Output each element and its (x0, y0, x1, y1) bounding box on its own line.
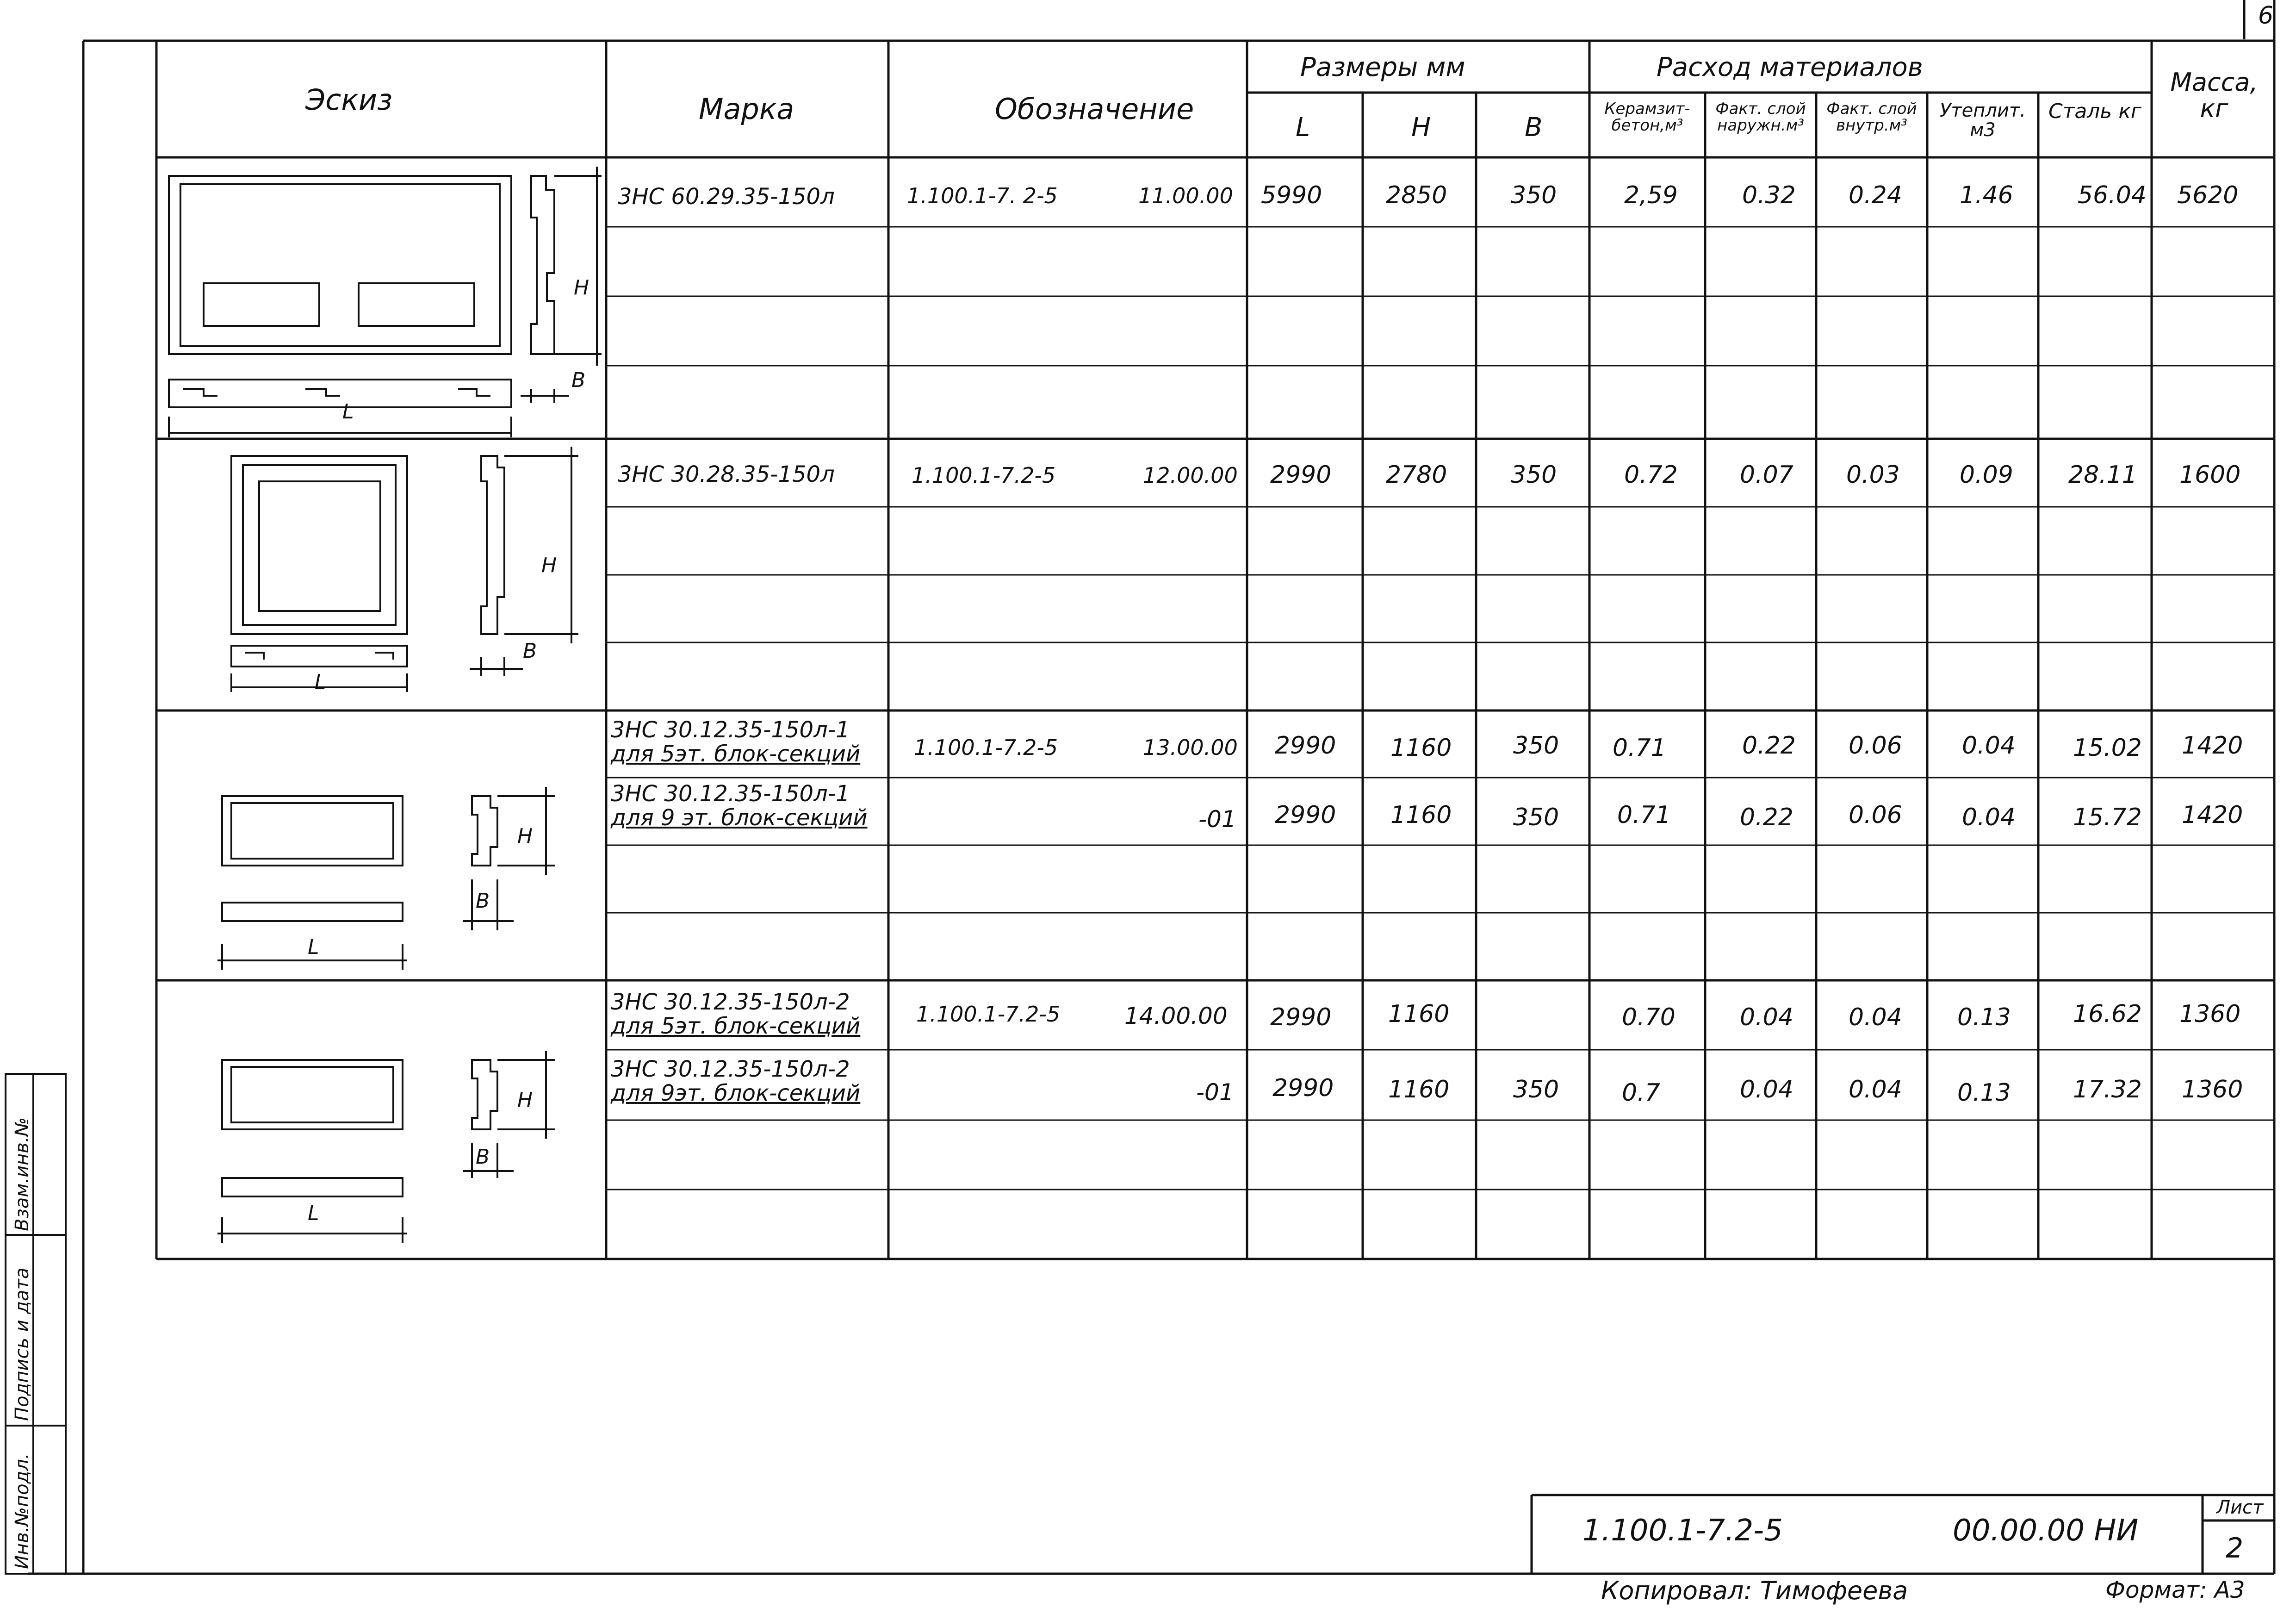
sheet-corner-number: 6 (2258, 2, 2274, 30)
row3-uteplit: 0.04 (1962, 732, 2016, 760)
row4-stal: 15.72 (2073, 804, 2142, 831)
sketch1-label-h: H (574, 276, 590, 299)
row3-designation: 1.100.1-7.2-5 (914, 735, 1058, 760)
row3-mass: 1420 (2182, 732, 2243, 760)
header-mat-stal: Сталь кг (2048, 100, 2142, 123)
row2-stal: 28.11 (2068, 461, 2137, 489)
row4-uteplit: 0.04 (1962, 804, 2016, 831)
header-mat-fakt-vnutr: Факт. слой внутр.м³ (1826, 100, 1917, 135)
row2-code: 12.00.00 (1143, 463, 1238, 488)
row2-fakt-vnutr: 0.03 (1846, 461, 1900, 489)
row6-keramzit: 0.7 (1622, 1079, 1660, 1107)
row2-fakt-nar: 0.07 (1740, 461, 1793, 489)
row5-l: 2990 (1270, 1003, 1332, 1031)
row1-h: 2850 (1386, 181, 1447, 209)
header-dimensions: Размеры мм (1300, 52, 1465, 82)
sketch-panel-1 (169, 167, 602, 437)
row6-b: 350 (1513, 1076, 1559, 1103)
row5-fakt-vnutr: 0.04 (1849, 1003, 1902, 1031)
header-mass: Масса, кг (2170, 68, 2258, 123)
row5-code: 14.00.00 (1124, 1003, 1228, 1029)
sketch3-label-b: B (476, 889, 490, 913)
row5-uteplit: 0.13 (1957, 1003, 2011, 1031)
row6-fakt-vnutr: 0.04 (1849, 1076, 1902, 1103)
header-mat-uteplit: Утеплит. м3 (1939, 100, 2026, 141)
row5-stal: 16.62 (2073, 1000, 2142, 1028)
sketch2-label-l: L (315, 670, 326, 694)
row6-stal: 17.32 (2073, 1076, 2142, 1103)
sketch-panel-4 (217, 1051, 555, 1243)
sketch1-label-b: B (571, 368, 586, 392)
header-materials: Расход материалов (1657, 52, 1923, 82)
row3-fakt-vnutr: 0.06 (1849, 732, 1902, 760)
row1-stal: 56.04 (2078, 181, 2147, 209)
row5-fakt-nar: 0.04 (1740, 1003, 1793, 1031)
row4-fakt-vnutr: 0.06 (1849, 801, 1902, 829)
row6-l: 2990 (1272, 1074, 1334, 1102)
row5-keramzit: 0.70 (1622, 1003, 1675, 1031)
row5-mass: 1360 (2179, 1000, 2241, 1028)
sketch4-label-h: H (517, 1088, 533, 1112)
sketch1-label-l: L (342, 400, 354, 424)
header-designation: Обозначение (995, 92, 1194, 126)
header-dim-b: B (1525, 112, 1543, 143)
row1-keramzit: 2,59 (1624, 181, 1678, 209)
row5-designation: 1.100.1-7.2-5 (916, 1002, 1061, 1027)
row3-l: 2990 (1275, 732, 1336, 760)
sketch3-label-l: L (308, 935, 319, 959)
row1-mass: 5620 (2177, 181, 2239, 209)
footer-format: Формат: А3 (2105, 1576, 2245, 1603)
row6-uteplit: 0.13 (1957, 1079, 2011, 1107)
row1-mark: 3НС 60.29.35-150л (618, 184, 835, 210)
row4-code: -01 (1198, 806, 1236, 833)
sketch2-label-b: B (523, 639, 537, 663)
row6-fakt-nar: 0.04 (1740, 1076, 1793, 1103)
row4-b: 350 (1513, 804, 1559, 831)
row2-b: 350 (1511, 461, 1557, 489)
row4-keramzit: 0.71 (1617, 801, 1671, 829)
header-dim-h: H (1411, 112, 1431, 143)
footer-copied: Копировал: Тимофеева (1601, 1576, 1908, 1605)
row1-b: 350 (1511, 181, 1557, 209)
title-sheet-label: Лист (2216, 1497, 2264, 1518)
row1-fakt-vnutr: 0.24 (1849, 181, 1902, 209)
row6-code: -01 (1196, 1079, 1234, 1106)
header-sketch: Эскиз (305, 83, 393, 117)
row2-l: 2990 (1270, 461, 1332, 489)
sketch-panel-3 (217, 787, 555, 970)
row1-code: 11.00.00 (1138, 183, 1233, 208)
header-mat-keramzit: Керамзит-бетон,м³ (1604, 100, 1690, 135)
row4-fakt-nar: 0.22 (1740, 804, 1793, 831)
row2-uteplit: 0.09 (1960, 461, 2013, 489)
row6-mass: 1360 (2182, 1076, 2243, 1103)
row3-code: 13.00.00 (1143, 735, 1238, 760)
row2-h: 2780 (1386, 461, 1447, 489)
row2-mass: 1600 (2179, 461, 2241, 489)
row2-keramzit: 0.72 (1624, 461, 1678, 489)
row6-mark: 3НС 30.12.35-150л-2 для 9эт. блок-секций (611, 1056, 861, 1106)
header-mark: Марка (699, 92, 794, 126)
row1-uteplit: 1.46 (1960, 181, 2013, 209)
row3-stal: 15.02 (2073, 734, 2142, 762)
row1-designation: 1.100.1-7. 2-5 (907, 183, 1058, 208)
row3-b: 350 (1513, 732, 1559, 760)
sketch4-label-l: L (308, 1202, 319, 1225)
row4-l: 2990 (1275, 801, 1336, 829)
row4-mark: 3НС 30.12.35-150л-1 для 9 эт. блок-секций (611, 781, 868, 831)
row6-h: 1160 (1388, 1076, 1450, 1103)
sketch4-label-b: B (476, 1145, 490, 1169)
row5-h: 1160 (1388, 1000, 1450, 1028)
header-dim-l: L (1296, 112, 1310, 143)
row3-h: 1160 (1390, 734, 1452, 762)
row3-mark: 3НС 30.12.35-150л-1 для 5эт. блок-секций (611, 717, 861, 767)
title-doc-code: 1.100.1-7.2-5 (1582, 1514, 1783, 1548)
row1-fakt-nar: 0.32 (1742, 181, 1796, 209)
title-sheet-number: 2 (2226, 1532, 2244, 1564)
sketch3-label-h: H (517, 824, 533, 848)
row3-keramzit: 0.71 (1613, 734, 1666, 762)
row4-h: 1160 (1390, 801, 1452, 829)
sketch2-label-h: H (541, 554, 557, 577)
row2-designation: 1.100.1-7.2-5 (912, 463, 1056, 488)
row1-l: 5990 (1261, 181, 1322, 209)
stamp-inv-podl: Инв.№подл. (12, 1453, 33, 1569)
row2-mark: 3НС 30.28.35-150л (618, 461, 835, 487)
title-doc-number: 00.00.00 НИ (1953, 1514, 2139, 1548)
stamp-podpis: Подпись и дата (12, 1267, 33, 1421)
row5-mark: 3НС 30.12.35-150л-2 для 5эт. блок-секций (611, 989, 861, 1039)
row3-fakt-nar: 0.22 (1742, 732, 1796, 760)
header-mat-fakt-nar: Факт. слой наружн.м³ (1715, 100, 1806, 135)
stamp-vzam: Взам.инв.№ (12, 1117, 33, 1231)
row4-mass: 1420 (2182, 801, 2243, 829)
